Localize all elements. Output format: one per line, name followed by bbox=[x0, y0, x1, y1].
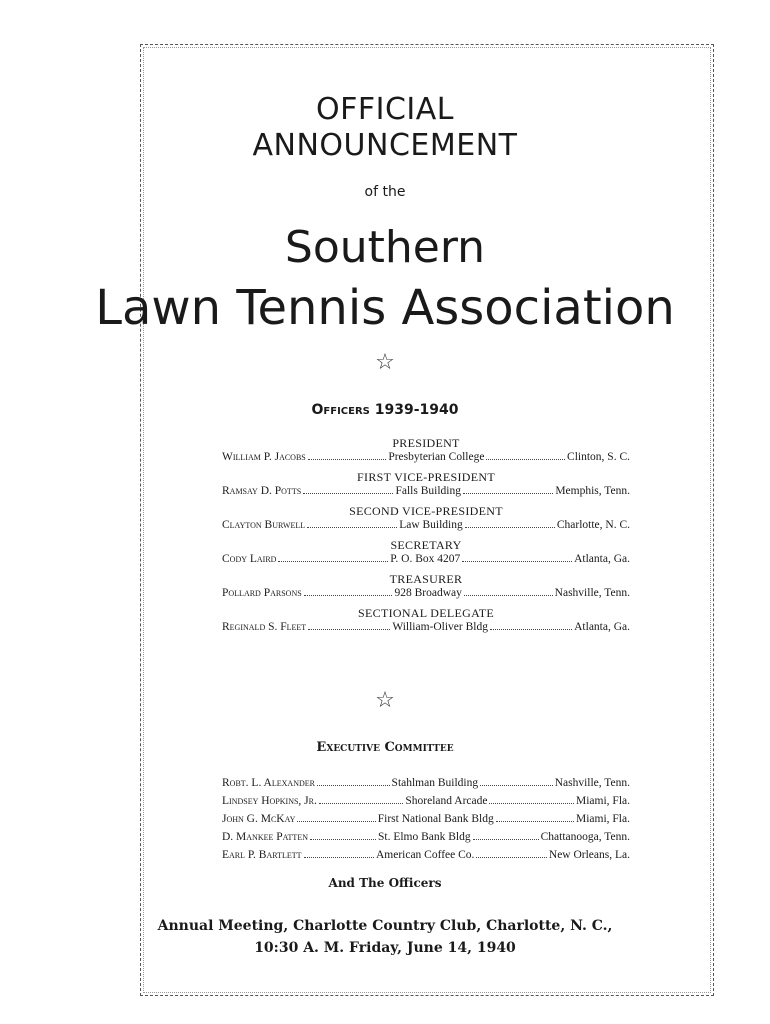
officer-entry bbox=[222, 538, 630, 566]
officer-city: Atlanta, Ga. bbox=[574, 553, 630, 565]
member-address: Shoreland Arcade bbox=[405, 795, 488, 807]
office-title: SECRETARY bbox=[390, 538, 462, 552]
officer-city: Clinton, S. C. bbox=[567, 451, 630, 463]
member-name: Lindsey Hopkins, Jr. bbox=[222, 795, 317, 807]
member-address: St. Elmo Bank Bldg bbox=[377, 831, 471, 843]
member-name: Earl P. Bartlett bbox=[222, 849, 302, 861]
member-city: Miami, Fla. bbox=[576, 795, 631, 807]
heading-association: Lawn Tennis Association bbox=[95, 280, 675, 336]
officer-city: Charlotte, N. C. bbox=[556, 519, 630, 531]
member-city: New Orleans, La. bbox=[548, 849, 630, 861]
officer-name: Reginald S. Fleet bbox=[222, 621, 307, 633]
office-title: SECOND VICE-PRESIDENT bbox=[349, 504, 503, 518]
committee-row bbox=[222, 776, 630, 790]
officer-entry bbox=[222, 606, 630, 634]
officer-entry bbox=[222, 504, 630, 532]
officer-row bbox=[222, 620, 630, 634]
officer-entry bbox=[222, 572, 630, 600]
committee-row bbox=[222, 794, 630, 808]
officer-entry bbox=[222, 470, 630, 498]
officer-name: Cody Laird bbox=[222, 553, 277, 565]
officers-list bbox=[222, 436, 630, 640]
heading-announcement: ANNOUNCEMENT bbox=[252, 128, 518, 163]
officer-city: Memphis, Tenn. bbox=[555, 485, 631, 497]
officer-address: Presbyterian College bbox=[388, 451, 485, 463]
meeting-line-2: 10:30 A. M. Friday, June 14, 1940 bbox=[254, 940, 516, 956]
committee-title: Executive Committee bbox=[316, 740, 454, 755]
officer-address: Falls Building bbox=[395, 485, 461, 497]
member-address: American Coffee Co. bbox=[375, 849, 475, 861]
officer-city: Nashville, Tenn. bbox=[554, 587, 630, 599]
member-city: Chattanooga, Tenn. bbox=[540, 831, 630, 843]
officer-name: Pollard Parsons bbox=[222, 587, 302, 599]
committee-row bbox=[222, 848, 630, 862]
member-address: Stahlman Building bbox=[391, 777, 479, 789]
heading-southern: Southern bbox=[284, 222, 486, 273]
officer-address: Law Building bbox=[399, 519, 463, 531]
officer-address: William-Oliver Bldg bbox=[392, 621, 488, 633]
officer-row bbox=[222, 484, 630, 498]
committee-row bbox=[222, 830, 630, 844]
member-name: D. Mankee Patten bbox=[222, 831, 308, 843]
office-title: SECTIONAL DELEGATE bbox=[358, 606, 494, 620]
star-icon: ☆ bbox=[375, 688, 395, 713]
officer-name: Clayton Burwell bbox=[222, 519, 306, 531]
officer-city: Atlanta, Ga. bbox=[574, 621, 631, 633]
office-title: FIRST VICE-PRESIDENT bbox=[357, 470, 495, 484]
officer-name: Ramsay D. Potts bbox=[222, 485, 302, 497]
officer-row bbox=[222, 552, 630, 566]
officer-entry bbox=[222, 436, 630, 464]
member-address: First National Bank Bldg bbox=[377, 813, 494, 825]
member-name: John G. McKay bbox=[222, 813, 296, 825]
meeting-line-1: Annual Meeting, Charlotte Country Club, Charlotte, N. C., bbox=[157, 918, 613, 934]
heading-official: OFFICIAL bbox=[315, 92, 454, 127]
officer-address: P. O. Box 4207 bbox=[390, 553, 461, 565]
officer-row bbox=[222, 518, 630, 532]
member-name: Robt. L. Alexander bbox=[222, 777, 315, 789]
officer-name: William P. Jacobs bbox=[222, 451, 306, 463]
officer-address: 928 Broadway bbox=[394, 587, 462, 599]
office-title: PRESIDENT bbox=[392, 436, 460, 450]
member-city: Nashville, Tenn. bbox=[554, 777, 631, 789]
officer-row bbox=[222, 450, 630, 464]
committee-list bbox=[222, 776, 630, 866]
committee-row bbox=[222, 812, 630, 826]
officer-row bbox=[222, 586, 630, 600]
officers-title: Officers 1939-1940 bbox=[311, 402, 459, 418]
office-title: TREASURER bbox=[389, 572, 463, 586]
heading-of-the: of the bbox=[364, 184, 406, 200]
star-icon: ☆ bbox=[375, 350, 395, 375]
member-city: Miami, Fla. bbox=[576, 813, 630, 825]
committee-footer: And The Officers bbox=[328, 876, 442, 890]
